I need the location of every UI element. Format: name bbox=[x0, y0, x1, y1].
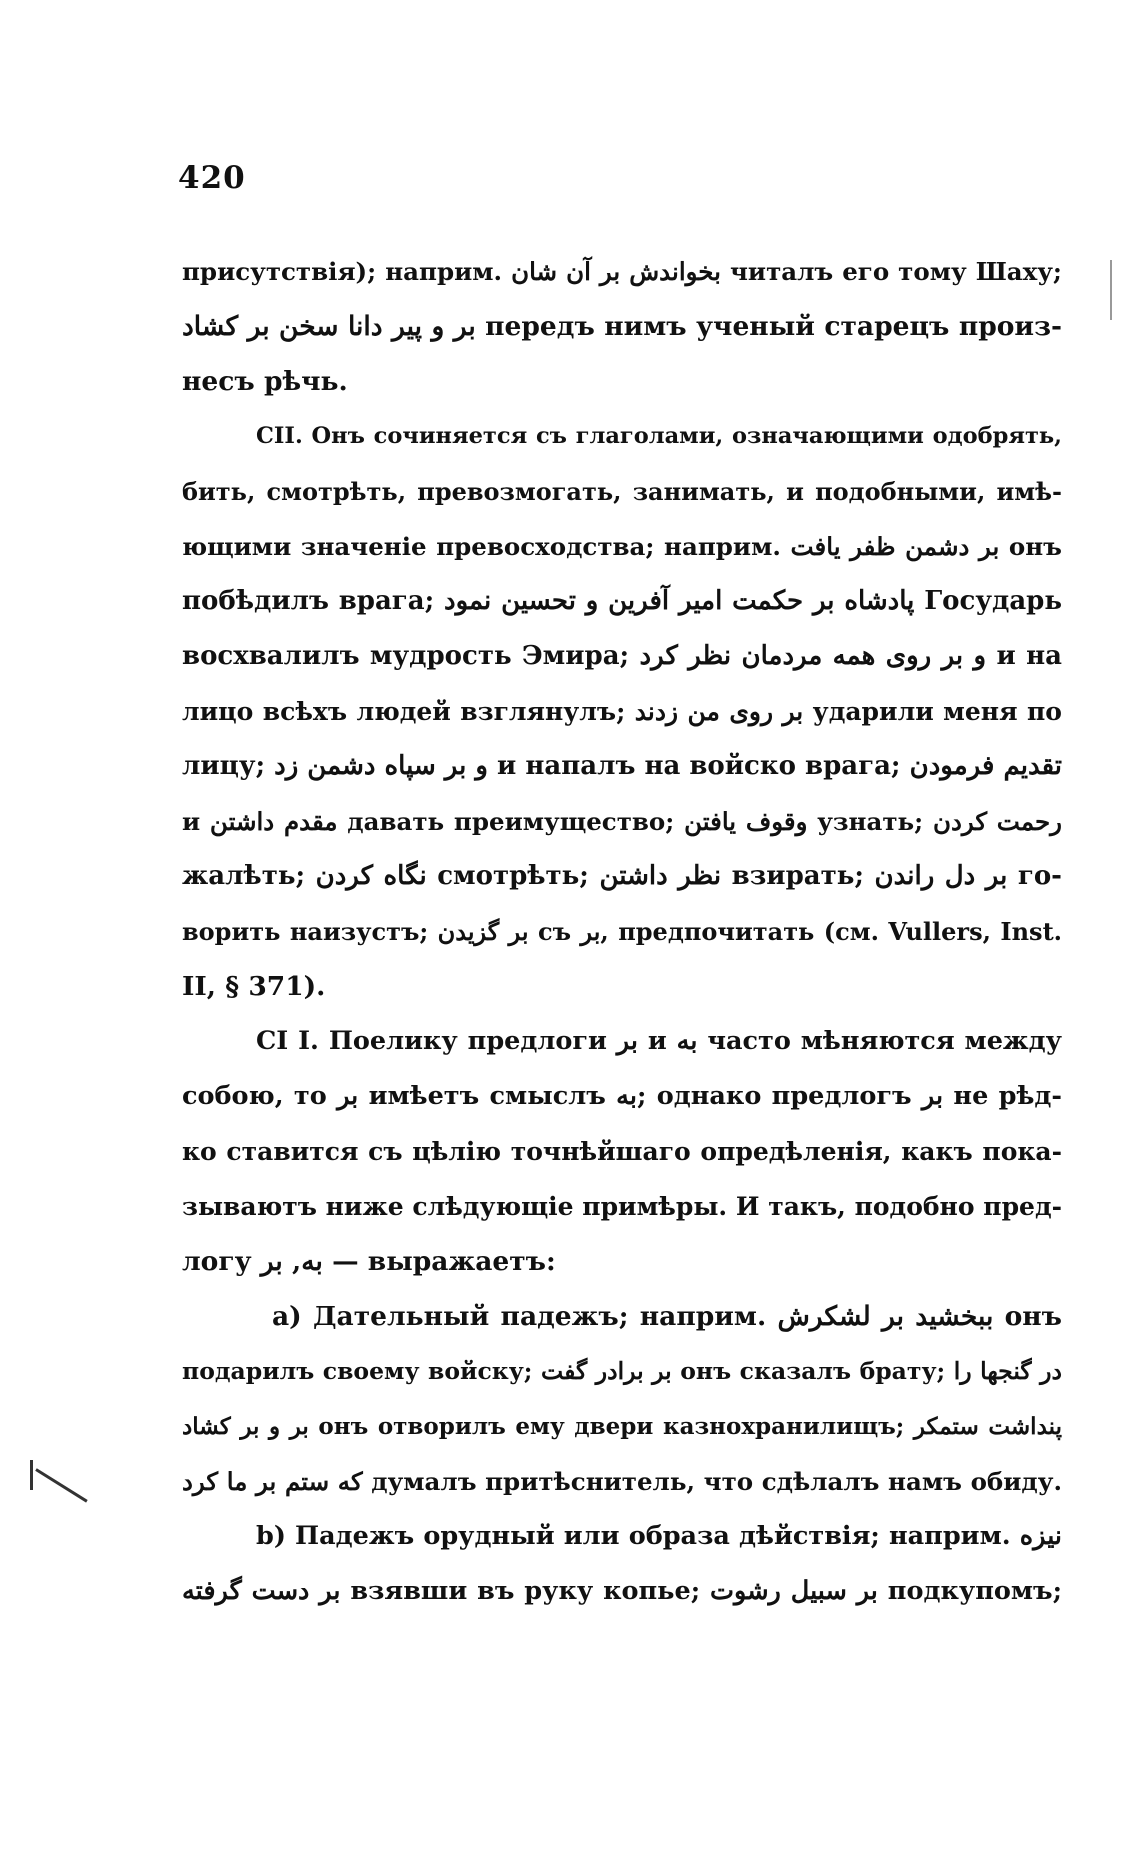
text-line: подарилъ своему войску; بر برادر گفت онъ сказалъ брату; در گنجها را bbox=[182, 1357, 1062, 1385]
text-line: жалѣть; نگاه کردن смотрѣть; نظر داشتن взирать; بر دل راندن го- bbox=[182, 861, 1062, 891]
text-line: восхвалилъ мудрость Эмира; و بر روی همه مردمان نظر کرد и на bbox=[182, 641, 1063, 671]
text-line: بر و پیر دانا سخن بر کشاد передъ нимъ ученый старецъ произ- bbox=[182, 311, 1062, 342]
section-ci-heading-line: CI I. Поелику предлоги بر и به часто мѣняются между bbox=[256, 1026, 1062, 1056]
text-line: بر دست گرفته взявши въ руку копье; بر سبیل رشوت подкупомъ; bbox=[182, 1576, 1062, 1606]
text-line: лицу; و بر سپاه دشمن زد и напалъ на войско врага; تقدیم فرمودن bbox=[182, 751, 1063, 781]
page-edge-mark bbox=[1110, 260, 1112, 320]
text-line: бить, смотрѣть, превозмогать, занимать, и подобными, имѣ- bbox=[182, 477, 1062, 506]
item-a-line: a) Дательный падежъ; наприм. ببخشید بر لشکرش онъ bbox=[272, 1301, 1062, 1332]
scan-mark bbox=[30, 1460, 33, 1490]
text-line: ворить наизустъ; بر گزیدن съ بر, предпочитать (см. Vullers, Inst. bbox=[182, 917, 1063, 946]
text-line: логу به, بر — выражаетъ: bbox=[182, 1246, 556, 1277]
text-line: зываютъ ниже слѣдующіе примѣры. И такъ, подобно пред- bbox=[182, 1192, 1062, 1221]
scan-mark bbox=[35, 1468, 87, 1502]
text-line: несъ рѣчь. bbox=[182, 366, 348, 397]
text-line: که ستم بر ما کرد думалъ притѣснитель, что сдѣлалъ намъ обиду. bbox=[182, 1467, 1062, 1496]
text-line: побѣдилъ врага; پادشاه بر حکمت امیر آفرین و تحسین نمود Государь bbox=[182, 586, 1062, 616]
item-b-line: b) Падежъ орудный или образа дѣйствія; наприм. نیزه bbox=[256, 1521, 1062, 1551]
section-cii-heading-line: CII. Онъ сочиняется съ глаголами, означающими одобрять, bbox=[256, 423, 1062, 449]
text-line: II, § 371). bbox=[182, 971, 326, 1002]
text-line: и مقدم داشتن давать преимущество; وقوف یافتن узнать; رحمت کردن bbox=[182, 807, 1062, 836]
text-line: лицо всѣхъ людей взглянулъ; بر روی من زدند ударили меня по bbox=[182, 697, 1062, 726]
text-line: ко ставится съ цѣлію точнѣйшаго опредѣленія, какъ пока- bbox=[182, 1137, 1062, 1166]
text-line: ющими значеніе превосходства; наприм. بر دشمن ظفر یافت онъ bbox=[182, 532, 1062, 561]
text-line: собою, то بر имѣетъ смыслъ به; однако предлогъ بر не рѣд- bbox=[182, 1081, 1062, 1111]
text-line: присутствія); наприм. بخواندش بر آن شان читалъ его тому Шаху; bbox=[182, 257, 1062, 286]
body-text bbox=[182, 244, 1062, 1619]
text-line: بر و بر کشاد онъ отворилъ ему двери казнохранилищъ; پنداشت ستمکر bbox=[182, 1413, 1062, 1440]
page-number: 420 bbox=[178, 160, 246, 196]
